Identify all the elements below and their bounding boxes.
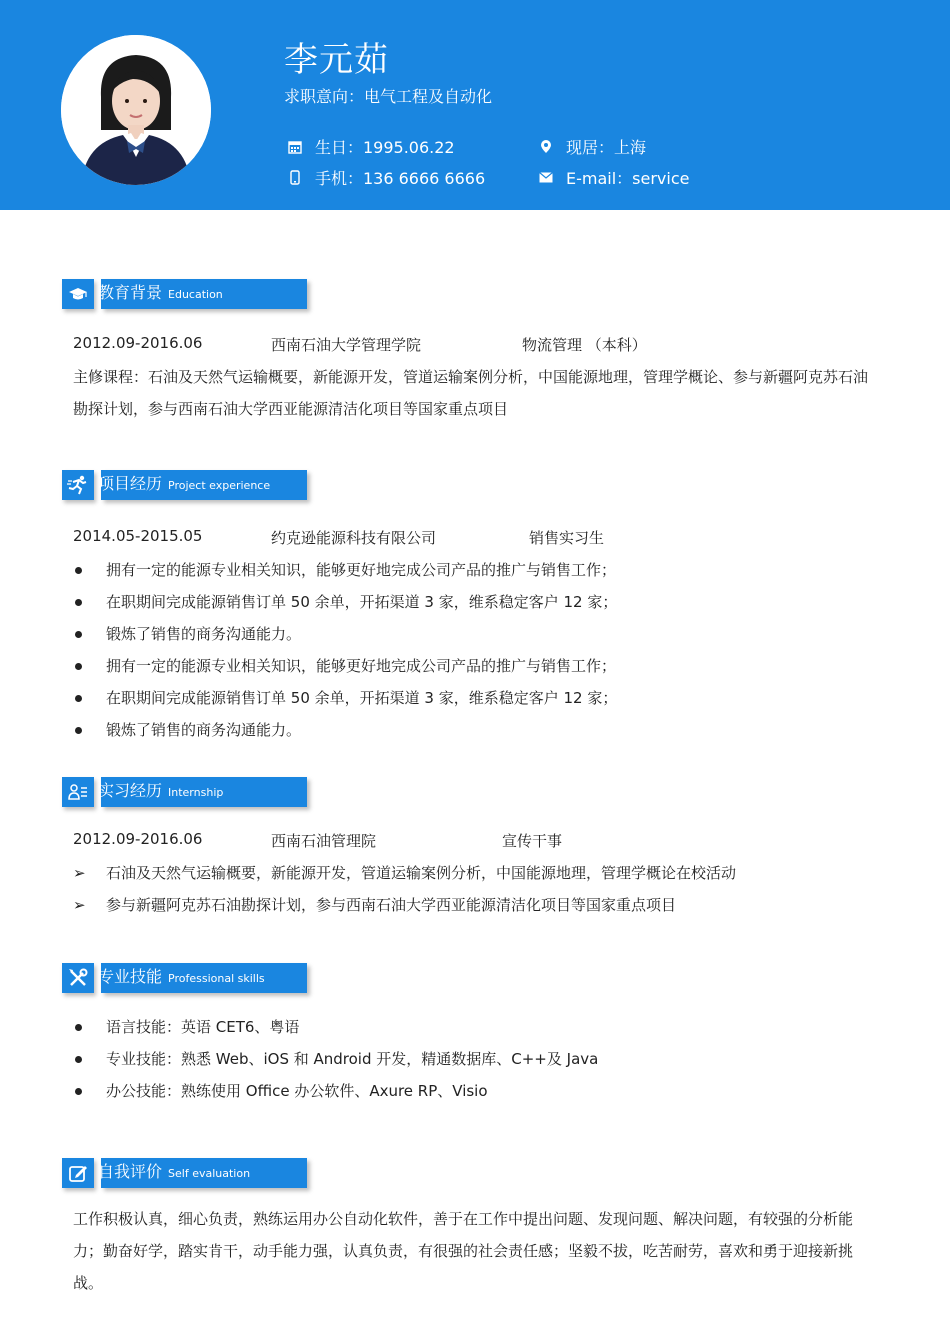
birthday-info (285, 135, 455, 158)
section-title: 项目经历 Project experience (98, 474, 271, 493)
person-list-icon (62, 777, 94, 807)
phone-info (285, 166, 485, 189)
list-item: 语言技能：英语 CET6、粤语 (73, 1016, 299, 1037)
section-project-header (62, 470, 308, 500)
residence-info (536, 135, 646, 158)
email-text: E-mail：service (566, 169, 690, 188)
project-period: 2014.05-2015.05 (73, 527, 203, 545)
internship-role: 宣传干事 (502, 832, 563, 850)
edit-pen-icon (62, 1158, 94, 1188)
list-item: 拥有一定的能源专业相关知识，能够更好地完成公司产品的推广与销售工作； (73, 655, 616, 676)
location-pin-icon (536, 137, 556, 157)
section-evaluation-header (62, 1158, 308, 1188)
residence-text: 现居：上海 (566, 138, 647, 157)
internship-company: 西南石油管理院 (271, 832, 377, 850)
self-evaluation-text: 工作积极认真，细心负责，熟练运用办公自动化软件，善于在工作中提出问题、发现问题、解决问题，有较强的分析能力；勤奋好学，踏实肯干，动手能力强，认真负责，有很强的社会责任感；坚毅不拔，吃苦耐劳，喜欢和勇于迎接新挑战。 (73, 1210, 854, 1292)
phone-text: 手机：136 6666 6666 (315, 169, 486, 188)
list-item: ➢ 参与新疆阿克苏石油勘探计划，参与西南石油大学西亚能源清洁化项目等国家重点项目 (73, 896, 677, 914)
internship-period: 2012.09-2016.06 (73, 830, 203, 848)
header-banner (0, 0, 950, 210)
project-row (73, 527, 881, 549)
section-skills-header (62, 963, 308, 993)
email-info (536, 166, 689, 189)
education-school: 西南石油大学管理学院 (271, 336, 422, 354)
birthday-text: 生日：1995.06.22 (315, 138, 455, 157)
envelope-icon (536, 168, 556, 188)
mobile-phone-icon (285, 168, 305, 188)
list-item: ➢ 石油及天然气运输概要，新能源开发，管道运输案例分析，中国能源地理，管理学概论在校活动 (73, 864, 737, 882)
list-item: 锻炼了销售的商务沟通能力。 (73, 623, 301, 644)
section-title: 实习经历 Internship (98, 781, 224, 800)
section-title: 教育背景 Education (98, 283, 223, 302)
graduation-cap-icon (62, 279, 94, 309)
section-education-header (62, 279, 308, 309)
list-item: 拥有一定的能源专业相关知识，能够更好地完成公司产品的推广与销售工作； (73, 559, 616, 580)
education-period: 2012.09-2016.06 (73, 334, 203, 352)
wrench-screwdriver-icon (62, 963, 94, 993)
list-item: 在职期间完成能源销售订单 50 余单，开拓渠道 3 家，维系稳定客户 12 家； (73, 591, 617, 612)
section-title: 专业技能 Professional skills (98, 967, 265, 986)
section-internship-header (62, 777, 308, 807)
avatar (61, 35, 211, 185)
list-item: 专业技能：熟悉 Web、iOS 和 Android 开发，精通数据库、C++及 Java (73, 1048, 598, 1069)
project-company: 约克逊能源科技有限公司 (271, 529, 437, 547)
job-intent: 求职意向：电气工程及自动化 (284, 87, 493, 106)
project-role: 销售实习生 (529, 529, 605, 547)
list-item: 办公技能：熟练使用 Office 办公软件、Axure RP、Visio (73, 1080, 488, 1101)
list-item: 在职期间完成能源销售订单 50 余单，开拓渠道 3 家，维系稳定客户 12 家； (73, 687, 617, 708)
calendar-icon (285, 137, 305, 157)
education-courses: 主修课程：石油及天然气运输概要，新能源开发，管道运输案例分析，中国能源地理，管理学概论、参与新疆阿克苏石油勘探计划，参与西南石油大学西亚能源清洁化项目等国家重点项目 (73, 368, 869, 418)
internship-row (73, 830, 881, 852)
education-row (73, 334, 881, 356)
section-title: 自我评价 Self evaluation (98, 1162, 251, 1181)
education-major: 物流管理 （本科） (522, 336, 647, 354)
list-item: 锻炼了销售的商务沟通能力。 (73, 719, 301, 740)
running-person-icon (62, 470, 94, 500)
candidate-name: 李元茹 (284, 40, 389, 80)
